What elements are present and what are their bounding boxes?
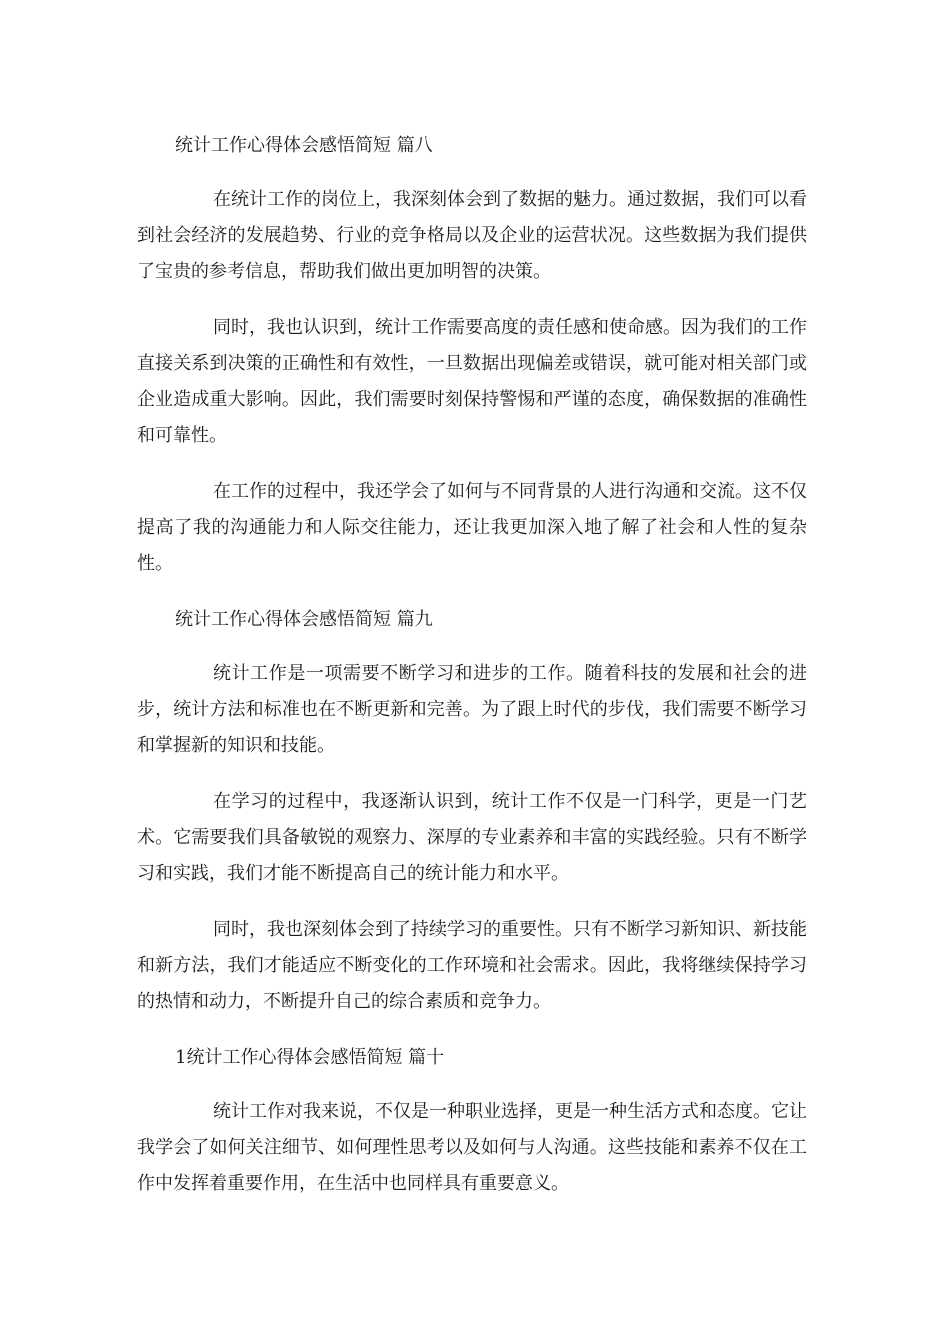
document-page [137,128,807,1202]
section-8 [137,128,807,602]
paragraph: 统计工作是一项需要不断学习和进步的工作。随着科技的发展和社会的进步，统计方法和标准也在不断更新和完善。为了跟上时代的步伐，我们需要不断学习和掌握新的知识和技能。 [137,663,807,756]
paragraph: 同时，我也深刻体会到了持续学习的重要性。只有不断学习新知识、新技能和新方法，我们才能适应不断变化的工作环境和社会需求。因此，我将继续保持学习的热情和动力，不断提升自己的综合素质和竞争力。 [137,919,807,1012]
paragraph: 在学习的过程中，我逐渐认识到，统计工作不仅是一门科学，更是一门艺术。它需要我们具备敏锐的观察力、深厚的专业素养和丰富的实践经验。只有不断学习和实践，我们才能不断提高自己的统计能力和水平。 [137,791,807,884]
paragraph: 同时，我也认识到，统计工作需要高度的责任感和使命感。因为我们的工作直接关系到决策的正确性和有效性，一旦数据出现偏差或错误，就可能对相关部门或企业造成重大影响。因此，我们需要时刻保持警惕和严谨的态度，确保数据的准确性和可靠性。 [137,317,807,446]
paragraph: 在统计工作的岗位上，我深刻体会到了数据的魅力。通过数据，我们可以看到社会经济的发展趋势、行业的竞争格局以及企业的运营状况。这些数据为我们提供了宝贵的参考信息，帮助我们做出更加明智的决策。 [137,189,807,282]
paragraph: 在工作的过程中，我还学会了如何与不同背景的人进行沟通和交流。这不仅提高了我的沟通能力和人际交往能力，还让我更加深入地了解了社会和人性的复杂性。 [137,481,807,574]
section-9 [137,602,807,1040]
section-heading: 1统计工作心得体会感悟简短 篇十 [175,1047,445,1068]
section-heading: 统计工作心得体会感悟简短 篇九 [175,609,433,630]
section-heading: 统计工作心得体会感悟简短 篇八 [175,135,433,156]
section-10 [137,1040,807,1202]
paragraph: 统计工作对我来说，不仅是一种职业选择，更是一种生活方式和态度。它让我学会了如何关注细节、如何理性思考以及如何与人沟通。这些技能和素养不仅在工作中发挥着重要作用，在生活中也同样具有重要意义。 [137,1101,807,1194]
